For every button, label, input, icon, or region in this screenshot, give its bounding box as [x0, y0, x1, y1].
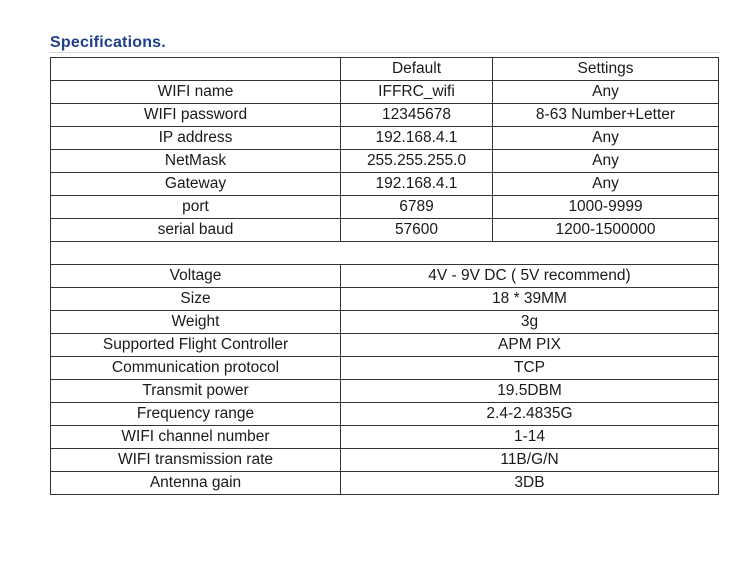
network-row [51, 196, 719, 219]
hardware-row [51, 311, 719, 334]
hardware-cell-label: Antenna gain [51, 472, 341, 495]
header-cell-default: Default [341, 58, 493, 81]
hardware-row [51, 288, 719, 311]
network-cell-settings: Any [493, 150, 719, 173]
hardware-cell-label: Supported Flight Controller [51, 334, 341, 357]
network-cell-label: IP address [51, 127, 341, 150]
hardware-cell-value: APM PIX [341, 334, 719, 357]
network-cell-label: serial baud [51, 219, 341, 242]
network-cell-label: port [51, 196, 341, 219]
network-row [51, 173, 719, 196]
hardware-cell-value: 11B/G/N [341, 449, 719, 472]
separator-cell [51, 242, 719, 265]
network-cell-settings: 1200-1500000 [493, 219, 719, 242]
network-row [51, 219, 719, 242]
network-row [51, 81, 719, 104]
hardware-row [51, 449, 719, 472]
hardware-cell-label: Transmit power [51, 380, 341, 403]
network-cell-settings: 1000-9999 [493, 196, 719, 219]
network-cell-default: 192.168.4.1 [341, 127, 493, 150]
network-cell-label: NetMask [51, 150, 341, 173]
network-cell-default: 6789 [341, 196, 493, 219]
network-cell-default: 12345678 [341, 104, 493, 127]
hardware-row [51, 426, 719, 449]
hardware-row [51, 357, 719, 380]
hardware-cell-label: Frequency range [51, 403, 341, 426]
network-cell-default: 57600 [341, 219, 493, 242]
hardware-cell-value: 19.5DBM [341, 380, 719, 403]
hardware-cell-value: 18 * 39MM [341, 288, 719, 311]
network-cell-label: WIFI password [51, 104, 341, 127]
hardware-cell-label: Weight [51, 311, 341, 334]
page-title: Specifications. [50, 34, 166, 51]
title-underline [50, 52, 720, 53]
specifications-table-body [51, 58, 719, 495]
network-cell-settings: Any [493, 81, 719, 104]
hardware-cell-value: 2.4-2.4835G [341, 403, 719, 426]
network-cell-settings: 8-63 Number+Letter [493, 104, 719, 127]
network-row [51, 104, 719, 127]
header-cell-settings: Settings [493, 58, 719, 81]
network-cell-settings: Any [493, 173, 719, 196]
network-cell-settings: Any [493, 127, 719, 150]
hardware-cell-label: WIFI channel number [51, 426, 341, 449]
hardware-cell-value: 3DB [341, 472, 719, 495]
hardware-cell-value: TCP [341, 357, 719, 380]
separator-row [51, 242, 719, 265]
specifications-table [50, 57, 719, 495]
header-cell-label [51, 58, 341, 81]
hardware-cell-value: 1-14 [341, 426, 719, 449]
hardware-cell-label: Voltage [51, 265, 341, 288]
hardware-row [51, 334, 719, 357]
network-row [51, 150, 719, 173]
network-cell-default: 255.255.255.0 [341, 150, 493, 173]
hardware-cell-label: Communication protocol [51, 357, 341, 380]
hardware-row [51, 403, 719, 426]
hardware-row [51, 265, 719, 288]
network-cell-label: Gateway [51, 173, 341, 196]
network-cell-label: WIFI name [51, 81, 341, 104]
hardware-cell-value: 4V - 9V DC ( 5V recommend) [341, 265, 719, 288]
hardware-cell-label: WIFI transmission rate [51, 449, 341, 472]
network-row [51, 127, 719, 150]
hardware-row [51, 380, 719, 403]
hardware-cell-label: Size [51, 288, 341, 311]
hardware-cell-value: 3g [341, 311, 719, 334]
header-row [51, 58, 719, 81]
network-cell-default: IFFRC_wifi [341, 81, 493, 104]
hardware-row [51, 472, 719, 495]
network-cell-default: 192.168.4.1 [341, 173, 493, 196]
